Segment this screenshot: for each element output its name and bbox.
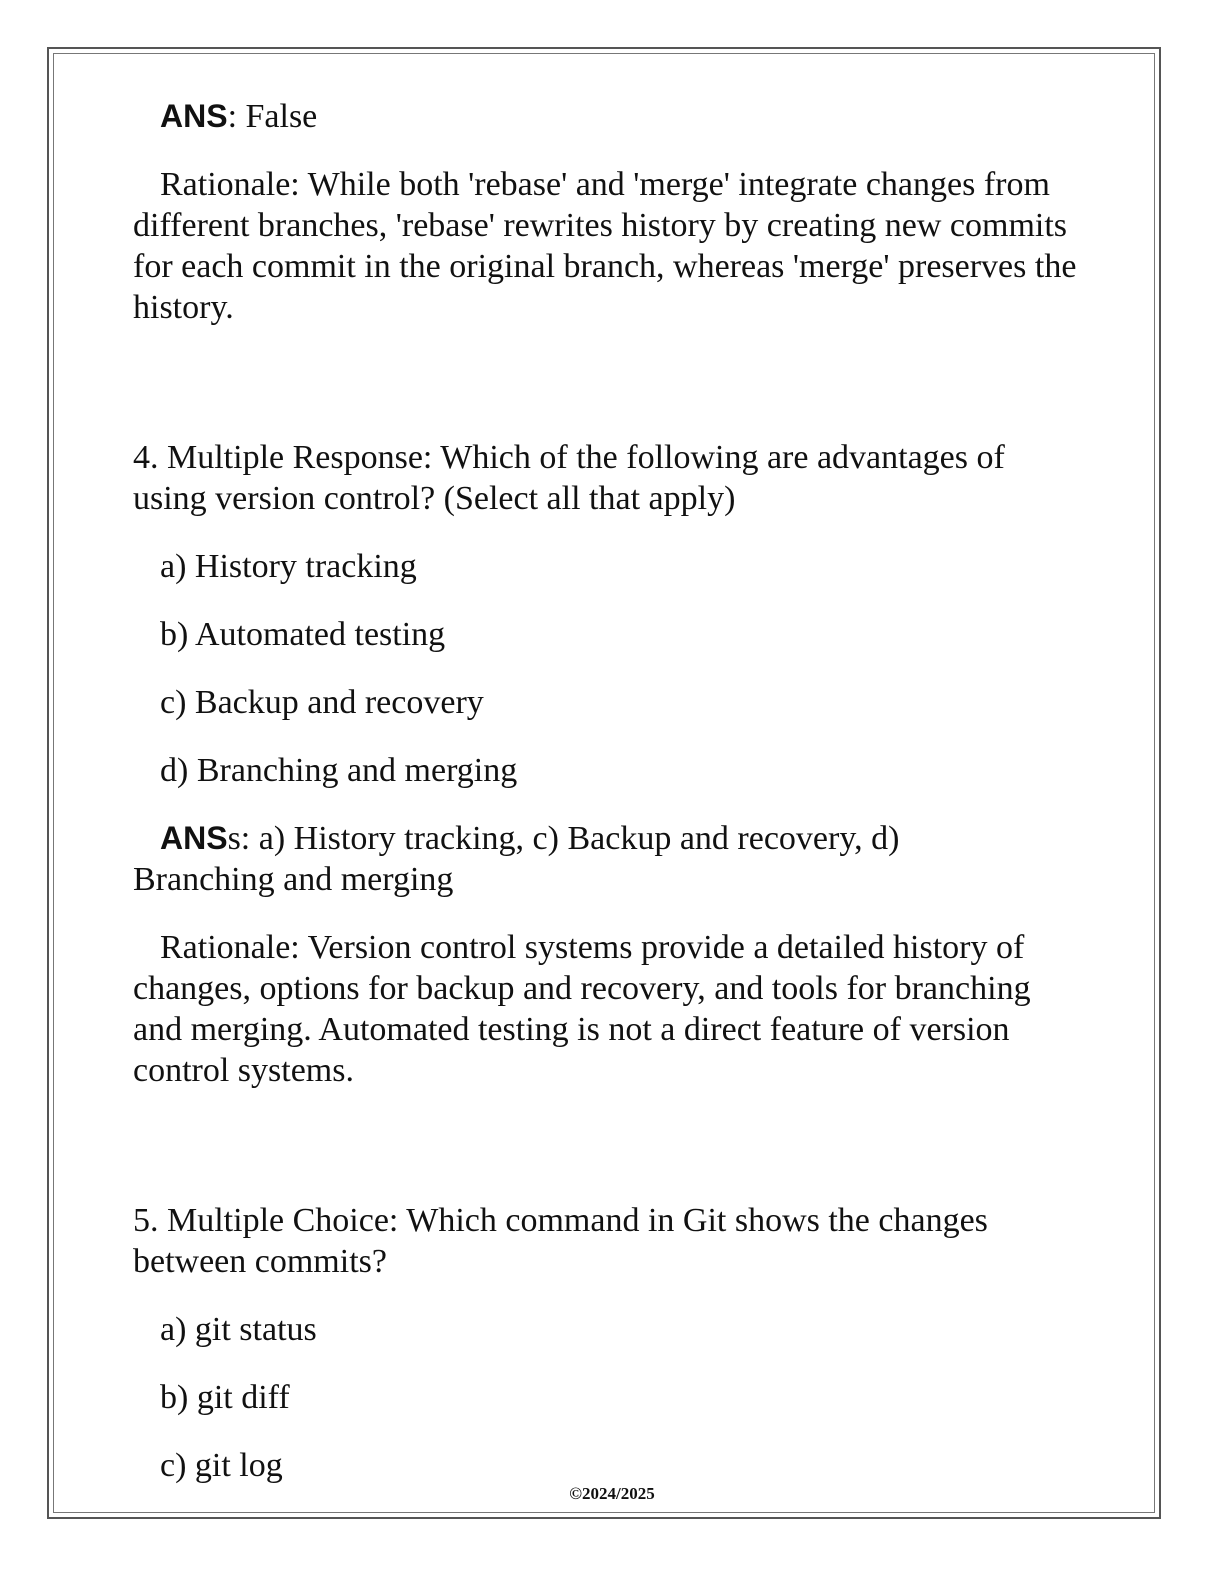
document-body <box>133 96 1093 1486</box>
copyright-footer: ©2024/2025 <box>569 1484 655 1503</box>
q4-rationale: Rationale: Version control systems provide a detailed history of changes, options for backup and recovery, and tools for branching and merging. Automated testing is not a direct feature of version control systems. <box>133 929 1031 1089</box>
q4-option-a: a) History tracking <box>160 548 417 585</box>
q3-answer <box>133 96 1093 137</box>
q5-question: 5. Multiple Choice: Which command in Git shows the changes between commits? <box>133 1202 988 1280</box>
q5-option-b: b) git diff <box>160 1379 290 1416</box>
q4-option-b: b) Automated testing <box>160 616 446 653</box>
q5-option-a: a) git status <box>160 1311 317 1348</box>
q4-option-c: c) Backup and recovery <box>160 684 484 721</box>
q4-answer-value: s: a) History tracking, c) Backup and recovery, d) Branching and merging <box>133 820 900 898</box>
q3-answer-value: : False <box>227 98 318 135</box>
q3-answer-label: ANS <box>160 98 228 134</box>
q4-answer-label: ANS <box>160 820 228 856</box>
q5-option-c: c) git log <box>160 1447 283 1484</box>
q4-option-d: d) Branching and merging <box>160 752 518 789</box>
q4-answer <box>133 818 963 900</box>
q4-question: 4. Multiple Response: Which of the following are advantages of using version control? (Select all that apply) <box>133 439 1005 517</box>
q3-rationale: Rationale: While both 'rebase' and 'merge' integrate changes from different branches, 'rebase' rewrites history by creating new commits for each commit in the original branch, whereas 'merge' preserves the history. <box>133 166 1077 326</box>
